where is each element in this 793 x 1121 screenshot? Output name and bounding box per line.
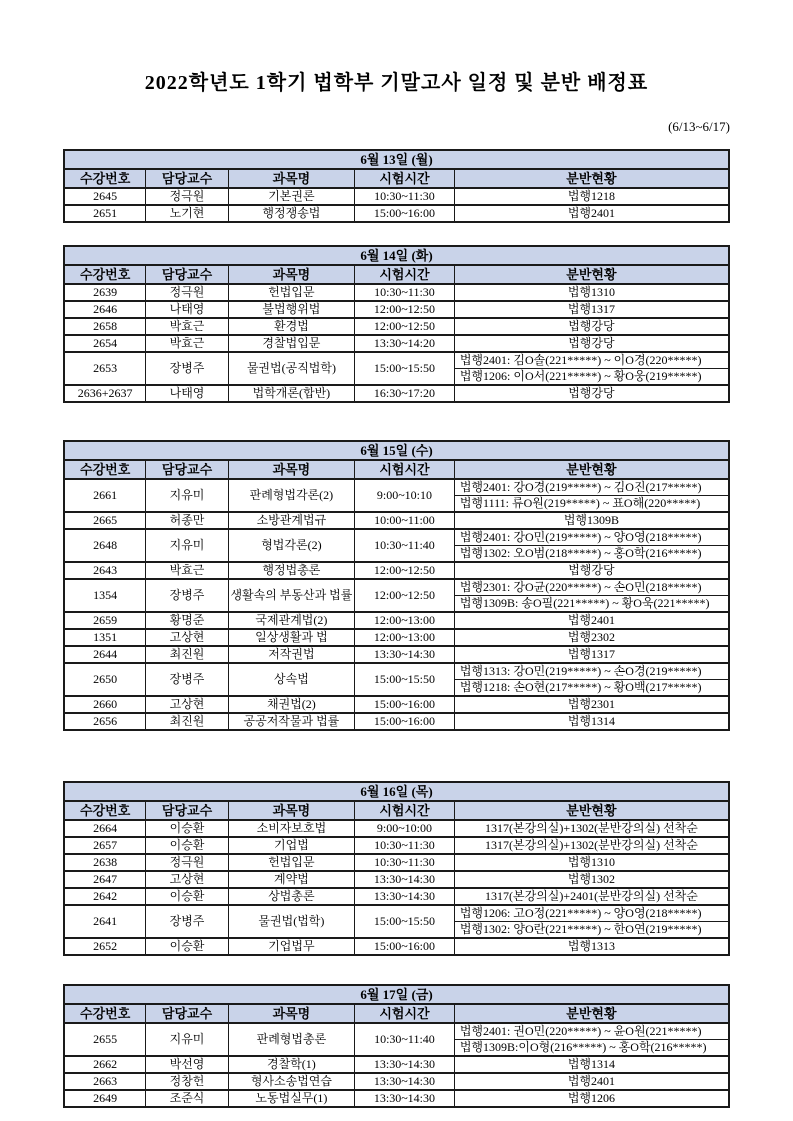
course-number-cell: 2643 — [64, 562, 146, 579]
course-number-cell: 2654 — [64, 335, 146, 352]
course-row — [64, 385, 729, 402]
subject-cell: 행정법총론 — [228, 562, 354, 579]
subject-cell: 일상생활과 법 — [228, 629, 354, 646]
room-assignment-cell — [454, 529, 729, 562]
course-number-cell: 2638 — [64, 854, 146, 871]
course-row — [64, 1056, 729, 1073]
exam-time-cell: 9:00~10:10 — [355, 479, 455, 512]
room-assignment-cell: 1317(본강의실)+1302(분반강의실) 선착순 — [454, 837, 729, 854]
room-split-line: 법행2401: 김O솔(221*****) ~ 이O경(220*****) — [455, 353, 728, 369]
room-split-line: 법행1309B: 송O필(221*****) ~ 황O욱(221*****) — [459, 596, 710, 610]
subject-cell: 계약법 — [228, 871, 354, 888]
professor-cell: 조준식 — [146, 1090, 228, 1107]
course-number-cell: 2644 — [64, 646, 146, 663]
course-number-cell: 2653 — [64, 352, 146, 385]
subject-cell: 상법총론 — [228, 888, 354, 905]
subject-cell: 기본권론 — [228, 188, 354, 205]
professor-cell: 정창헌 — [146, 1073, 228, 1090]
column-header: 담당교수 — [146, 265, 228, 284]
course-number-cell: 2649 — [64, 1090, 146, 1107]
exam-time-cell: 13:30~14:30 — [355, 1090, 455, 1107]
course-row — [64, 335, 729, 352]
professor-cell: 지유미 — [146, 1023, 228, 1056]
exam-time-cell: 10:30~11:30 — [355, 284, 455, 301]
course-row — [64, 713, 729, 730]
professor-cell: 이승환 — [146, 820, 228, 837]
professor-cell: 이승환 — [146, 837, 228, 854]
course-number-cell: 2665 — [64, 512, 146, 529]
course-number-cell: 1354 — [64, 579, 146, 612]
professor-cell: 장병주 — [146, 905, 228, 938]
exam-time-cell: 13:30~14:20 — [355, 335, 455, 352]
professor-cell: 정극원 — [146, 284, 228, 301]
date-range-note: (6/13~6/17) — [668, 119, 730, 134]
exam-time-cell: 12:00~12:50 — [355, 301, 455, 318]
subject-cell: 헌법입문 — [228, 284, 354, 301]
room-assignment-cell: 법행강당 — [454, 385, 729, 402]
exam-time-cell: 10:30~11:30 — [355, 837, 455, 854]
course-number-cell: 2657 — [64, 837, 146, 854]
subject-cell: 기업법무 — [228, 938, 354, 955]
table-day-title: 6월 13일 (월) — [64, 150, 729, 169]
course-number-cell: 2636+2637 — [64, 385, 146, 402]
course-row — [64, 188, 729, 205]
room-split-line: 법행1206: 고O정(221*****) ~ 양O영(218*****) — [455, 906, 728, 922]
course-row — [64, 871, 729, 888]
room-split-line: 법행1309B:이O형(216*****) ~ 홍O학(216*****) — [459, 1040, 707, 1054]
exam-time-cell: 12:00~12:50 — [355, 318, 455, 335]
room-split-line: 법행1302: 오O범(218*****) ~ 홍O학(216*****) — [459, 546, 702, 560]
course-row — [64, 579, 729, 612]
subject-cell: 불법행위법 — [228, 301, 354, 318]
room-assignment-cell: 법행1317 — [454, 646, 729, 663]
table-day-title: 6월 16일 (목) — [64, 782, 729, 801]
room-assignment-cell: 법행1314 — [454, 713, 729, 730]
document-page — [63, 0, 730, 1108]
column-header: 과목명 — [228, 1004, 354, 1023]
column-header: 과목명 — [228, 169, 354, 188]
room-assignment-cell — [454, 352, 729, 385]
exam-table — [63, 245, 730, 403]
course-number-cell: 2660 — [64, 696, 146, 713]
room-assignment-cell: 법행1310 — [454, 854, 729, 871]
professor-cell: 고상현 — [146, 629, 228, 646]
table-day-title: 6월 14일 (화) — [64, 246, 729, 265]
course-number-cell: 2651 — [64, 205, 146, 222]
course-number-cell: 2645 — [64, 188, 146, 205]
course-row — [64, 854, 729, 871]
exam-time-cell: 15:00~16:00 — [355, 696, 455, 713]
course-number-cell: 2646 — [64, 301, 146, 318]
subject-cell: 저작권법 — [228, 646, 354, 663]
professor-cell: 최진원 — [146, 713, 228, 730]
course-row — [64, 1073, 729, 1090]
column-header: 분반현황 — [454, 1004, 729, 1023]
exam-time-cell: 10:30~11:30 — [355, 188, 455, 205]
exam-time-cell: 12:00~13:00 — [355, 612, 455, 629]
table-day-title: 6월 15일 (수) — [64, 441, 729, 460]
exam-table — [63, 781, 730, 956]
subject-cell: 판례형법각론(2) — [228, 479, 354, 512]
course-row — [64, 938, 729, 955]
exam-time-cell: 13:30~14:30 — [355, 646, 455, 663]
exam-time-cell: 15:00~16:00 — [355, 938, 455, 955]
column-header: 담당교수 — [146, 801, 228, 820]
subject-cell: 생활속의 부동산과 법률 — [228, 579, 354, 612]
exam-time-cell: 13:30~14:30 — [355, 888, 455, 905]
professor-cell: 지유미 — [146, 529, 228, 562]
exam-table — [63, 440, 730, 731]
exam-time-cell: 15:00~16:00 — [355, 205, 455, 222]
subject-cell: 기업법 — [228, 837, 354, 854]
course-row — [64, 529, 729, 562]
course-number-cell: 2639 — [64, 284, 146, 301]
exam-time-cell: 12:00~12:50 — [355, 562, 455, 579]
room-assignment-cell: 법행1313 — [454, 938, 729, 955]
room-assignment-cell: 법행1206 — [454, 1090, 729, 1107]
room-assignment-cell: 법행2301 — [454, 696, 729, 713]
column-header: 분반현황 — [454, 265, 729, 284]
professor-cell: 정극원 — [146, 854, 228, 871]
room-assignment-cell: 법행2401 — [454, 205, 729, 222]
column-header: 시험시간 — [355, 169, 455, 188]
exam-time-cell: 15:00~16:00 — [355, 713, 455, 730]
subject-cell: 상속법 — [228, 663, 354, 696]
subject-cell: 판례형법총론 — [228, 1023, 354, 1056]
room-assignment-cell: 법행2401 — [454, 612, 729, 629]
subject-cell: 경찰학(1) — [228, 1056, 354, 1073]
room-assignment-cell — [454, 579, 729, 612]
course-number-cell: 2664 — [64, 820, 146, 837]
professor-cell: 지유미 — [146, 479, 228, 512]
course-row — [64, 696, 729, 713]
professor-cell: 박효근 — [146, 562, 228, 579]
professor-cell: 고상현 — [146, 871, 228, 888]
course-number-cell: 2652 — [64, 938, 146, 955]
exam-time-cell: 13:30~14:30 — [355, 1073, 455, 1090]
exam-table — [63, 149, 730, 223]
subject-cell: 행정쟁송법 — [228, 205, 354, 222]
professor-cell: 노기현 — [146, 205, 228, 222]
course-row — [64, 205, 729, 222]
room-assignment-cell: 법행1310 — [454, 284, 729, 301]
course-row — [64, 888, 729, 905]
course-number-cell: 2655 — [64, 1023, 146, 1056]
subject-cell: 헌법입문 — [228, 854, 354, 871]
course-row — [64, 820, 729, 837]
column-header: 수강번호 — [64, 1004, 146, 1023]
course-row — [64, 663, 729, 696]
exam-time-cell: 15:00~15:50 — [355, 663, 455, 696]
exam-table — [63, 984, 730, 1108]
column-header: 수강번호 — [64, 801, 146, 820]
room-split-line: 법행2401: 강O민(219*****) ~ 양O영(218*****) — [455, 530, 728, 546]
column-header: 시험시간 — [355, 801, 455, 820]
course-row — [64, 1090, 729, 1107]
course-number-cell: 2662 — [64, 1056, 146, 1073]
room-assignment-cell: 법행강당 — [454, 318, 729, 335]
subject-cell: 형사소송법연습 — [228, 1073, 354, 1090]
room-split-line: 법행1111: 류O원(219*****) ~ 표O해(220*****) — [459, 496, 701, 510]
course-row — [64, 318, 729, 335]
exam-time-cell: 10:30~11:40 — [355, 1023, 455, 1056]
professor-cell: 박선영 — [146, 1056, 228, 1073]
subject-cell: 소비자보호법 — [228, 820, 354, 837]
subject-cell: 환경법 — [228, 318, 354, 335]
course-row — [64, 562, 729, 579]
professor-cell: 고상현 — [146, 696, 228, 713]
column-header: 수강번호 — [64, 460, 146, 479]
exam-time-cell: 16:30~17:20 — [355, 385, 455, 402]
tables-area — [63, 149, 730, 1108]
subject-cell: 공공저작물과 법률 — [228, 713, 354, 730]
exam-time-cell: 13:30~14:30 — [355, 1056, 455, 1073]
course-row — [64, 612, 729, 629]
exam-time-cell: 10:00~11:00 — [355, 512, 455, 529]
room-split-line: 법행1218: 손O현(217*****) ~ 황O백(217*****) — [459, 680, 702, 694]
professor-cell: 박효근 — [146, 318, 228, 335]
room-assignment-cell — [454, 663, 729, 696]
course-number-cell: 2642 — [64, 888, 146, 905]
course-number-cell: 1351 — [64, 629, 146, 646]
course-number-cell: 2648 — [64, 529, 146, 562]
course-row — [64, 1023, 729, 1056]
professor-cell: 허종만 — [146, 512, 228, 529]
room-split-line: 법행2401: 권O민(220*****) ~ 윤O원(221*****) — [455, 1024, 728, 1040]
course-number-cell: 2641 — [64, 905, 146, 938]
column-header: 수강번호 — [64, 169, 146, 188]
column-header: 수강번호 — [64, 265, 146, 284]
course-row — [64, 301, 729, 318]
exam-time-cell: 15:00~15:50 — [355, 905, 455, 938]
room-assignment-cell: 법행1317 — [454, 301, 729, 318]
column-header: 과목명 — [228, 460, 354, 479]
professor-cell: 장병주 — [146, 579, 228, 612]
room-split-line: 법행2301: 강O균(220*****) ~ 손O민(218*****) — [455, 580, 728, 596]
subject-cell: 경찰법입문 — [228, 335, 354, 352]
room-assignment-cell: 법행1218 — [454, 188, 729, 205]
course-row — [64, 905, 729, 938]
subject-cell: 형법각론(2) — [228, 529, 354, 562]
professor-cell: 박효근 — [146, 335, 228, 352]
column-header: 시험시간 — [355, 1004, 455, 1023]
room-assignment-cell: 법행강당 — [454, 562, 729, 579]
exam-time-cell: 13:30~14:30 — [355, 871, 455, 888]
course-number-cell: 2647 — [64, 871, 146, 888]
exam-time-cell: 12:00~13:00 — [355, 629, 455, 646]
professor-cell: 정극원 — [146, 188, 228, 205]
course-number-cell: 2661 — [64, 479, 146, 512]
exam-time-cell: 15:00~15:50 — [355, 352, 455, 385]
exam-time-cell: 10:30~11:40 — [355, 529, 455, 562]
course-row — [64, 646, 729, 663]
professor-cell: 최진원 — [146, 646, 228, 663]
exam-time-cell: 9:00~10:00 — [355, 820, 455, 837]
room-split-line: 법행1313: 강O민(219*****) ~ 손O경(219*****) — [455, 664, 728, 680]
room-assignment-cell: 법행1302 — [454, 871, 729, 888]
subject-cell: 노동법실무(1) — [228, 1090, 354, 1107]
course-row — [64, 837, 729, 854]
exam-time-cell: 10:30~11:30 — [355, 854, 455, 871]
course-number-cell: 2658 — [64, 318, 146, 335]
course-row — [64, 512, 729, 529]
professor-cell: 나태영 — [146, 301, 228, 318]
room-assignment-cell — [454, 479, 729, 512]
professor-cell: 장병주 — [146, 352, 228, 385]
room-assignment-cell: 1317(본강의실)+2401(분반강의실) 선착순 — [454, 888, 729, 905]
subject-cell: 물권법(법학) — [228, 905, 354, 938]
subject-cell: 물권법(공직법학) — [228, 352, 354, 385]
professor-cell: 이승환 — [146, 938, 228, 955]
room-split-line: 법행1206: 이O서(221*****) ~ 황O웅(219*****) — [459, 369, 702, 383]
course-number-cell: 2659 — [64, 612, 146, 629]
column-header: 시험시간 — [355, 265, 455, 284]
subject-cell: 소방관계법규 — [228, 512, 354, 529]
room-assignment-cell: 1317(본강의실)+1302(분반강의실) 선착순 — [454, 820, 729, 837]
room-assignment-cell — [454, 1023, 729, 1056]
course-row — [64, 352, 729, 385]
room-split-line: 법행1302: 양O란(221*****) ~ 한O연(219*****) — [459, 922, 702, 936]
professor-cell: 황명준 — [146, 612, 228, 629]
room-assignment-cell: 법행강당 — [454, 335, 729, 352]
column-header: 담당교수 — [146, 460, 228, 479]
column-header: 시험시간 — [355, 460, 455, 479]
table-day-title: 6월 17일 (금) — [64, 985, 729, 1004]
course-number-cell: 2650 — [64, 663, 146, 696]
column-header: 분반현황 — [454, 801, 729, 820]
course-row — [64, 284, 729, 301]
column-header: 분반현황 — [454, 169, 729, 188]
course-number-cell: 2663 — [64, 1073, 146, 1090]
room-split-line: 법행2401: 강O경(219*****) ~ 김O진(217*****) — [455, 480, 728, 496]
room-assignment-cell: 법행2302 — [454, 629, 729, 646]
column-header: 과목명 — [228, 801, 354, 820]
room-assignment-cell — [454, 905, 729, 938]
room-assignment-cell: 법행2401 — [454, 1073, 729, 1090]
professor-cell: 장병주 — [146, 663, 228, 696]
professor-cell: 나태영 — [146, 385, 228, 402]
subject-cell: 법학개론(합반) — [228, 385, 354, 402]
course-number-cell: 2656 — [64, 713, 146, 730]
exam-time-cell: 12:00~12:50 — [355, 579, 455, 612]
column-header: 분반현황 — [454, 460, 729, 479]
professor-cell: 이승환 — [146, 888, 228, 905]
course-row — [64, 479, 729, 512]
column-header: 과목명 — [228, 265, 354, 284]
room-assignment-cell: 법행1314 — [454, 1056, 729, 1073]
column-header: 담당교수 — [146, 169, 228, 188]
course-row — [64, 629, 729, 646]
subject-cell: 국제관계법(2) — [228, 612, 354, 629]
page-title: 2022학년도 1학기 법학부 기말고사 일정 및 분반 배정표 — [144, 72, 649, 94]
subject-cell: 채권법(2) — [228, 696, 354, 713]
room-assignment-cell: 법행1309B — [454, 512, 729, 529]
column-header: 담당교수 — [146, 1004, 228, 1023]
